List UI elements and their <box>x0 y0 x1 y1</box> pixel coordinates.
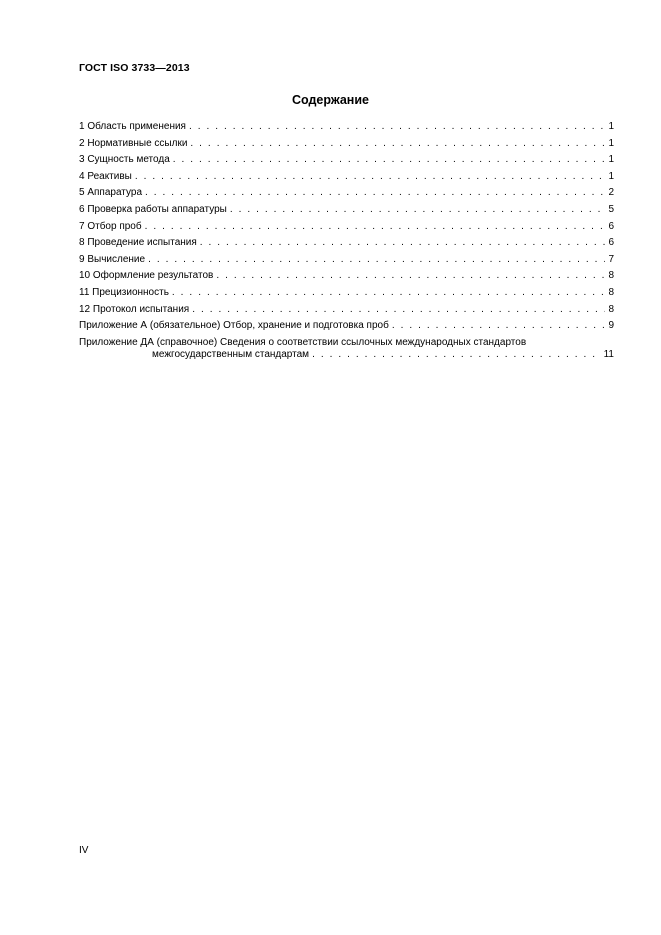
toc-leader-dots <box>145 219 606 236</box>
toc-leader-dots <box>200 235 606 252</box>
toc-entry-page: 8 <box>608 286 614 298</box>
toc-leader-dots <box>173 152 606 169</box>
toc-entry-label: 3 Сущность метода <box>79 154 170 166</box>
toc-entry[interactable] <box>79 302 614 319</box>
toc-leader-dots <box>172 285 606 302</box>
page-number: IV <box>79 845 89 856</box>
toc-leader-dots <box>148 252 605 269</box>
toc-leader-dots <box>192 302 605 319</box>
toc-entry-line2 <box>79 349 614 361</box>
toc-leader-dots <box>216 268 605 285</box>
table-of-contents <box>79 119 614 361</box>
toc-entry-label: 9 Вычисление <box>79 253 146 265</box>
toc-entry-page: 2 <box>608 187 614 199</box>
toc-entry-page: 1 <box>608 137 614 149</box>
toc-entry-page: 1 <box>608 154 614 166</box>
toc-entry-page: 8 <box>608 303 614 315</box>
toc-entry-label: 11 Прецизионность <box>79 286 169 298</box>
toc-entry-page: 8 <box>608 270 614 282</box>
toc-entry-page: 1 <box>608 170 614 182</box>
toc-leader-dots <box>230 202 606 219</box>
toc-entry[interactable] <box>79 219 614 236</box>
toc-entry-page: 5 <box>608 203 614 215</box>
toc-entry-page: 11 <box>603 348 614 360</box>
toc-entry[interactable] <box>79 252 614 269</box>
toc-leader-dots <box>135 169 606 186</box>
toc-leader-dots <box>145 185 605 202</box>
toc-entry[interactable] <box>79 235 614 252</box>
toc-entry-label: 2 Нормативные ссылки <box>79 137 188 149</box>
toc-entry-page: 1 <box>608 121 614 132</box>
toc-entry-label: Приложение А (обязательное) Отбор, хранение и подготовка проб <box>79 320 389 332</box>
toc-entry[interactable] <box>79 202 614 219</box>
toc-entry[interactable] <box>79 185 614 202</box>
toc-entry-label-line1: Приложение ДА (справочное) Сведения о соответствии ссылочных международных стандартов <box>79 336 527 348</box>
toc-leader-dots <box>392 318 606 335</box>
toc-leader-dots <box>312 349 601 361</box>
toc-entry-page: 6 <box>608 220 614 232</box>
toc-entry[interactable] <box>79 169 614 186</box>
toc-entry-label: 4 Реактивы <box>79 170 132 182</box>
page-title: Содержание <box>291 93 369 107</box>
toc-leader-dots <box>190 136 605 153</box>
toc-entry[interactable] <box>79 285 614 302</box>
toc-entry-appendix-da[interactable] <box>79 337 614 361</box>
toc-entry-page: 9 <box>608 320 614 332</box>
toc-leader-dots <box>189 119 605 136</box>
toc-entry-label: 8 Проведение испытания <box>79 237 197 249</box>
toc-entry[interactable] <box>79 318 614 335</box>
toc-entry[interactable] <box>79 136 614 153</box>
toc-entry-label: 6 Проверка работы аппаратуры <box>79 203 227 215</box>
toc-entry-label-line2: межгосударственным стандартам <box>152 348 310 360</box>
toc-entry-label: 12 Протокол испытания <box>79 303 190 315</box>
document-header: ГОСТ ISO 3733—2013 <box>79 62 190 74</box>
toc-entry-page: 6 <box>608 237 614 249</box>
toc-entry[interactable] <box>79 152 614 169</box>
toc-entry[interactable] <box>79 268 614 285</box>
toc-entry-label: 7 Отбор проб <box>79 220 142 232</box>
toc-entry[interactable] <box>79 119 614 136</box>
toc-entry-page: 7 <box>608 253 614 265</box>
toc-entry-label: 10 Оформление результатов <box>79 270 214 282</box>
toc-entry-label: 5 Аппаратура <box>79 187 143 199</box>
toc-entry-label: 1 Область применения <box>79 121 186 132</box>
